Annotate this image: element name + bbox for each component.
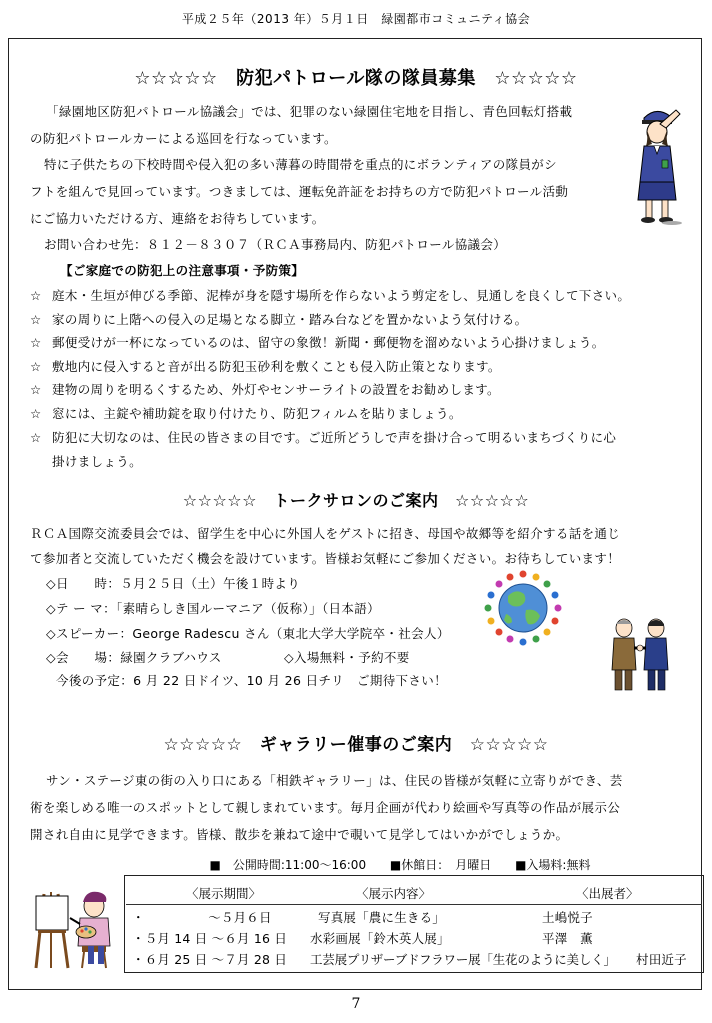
salon-title: ☆☆☆☆☆ トークサロンのご案内 ☆☆☆☆☆ (182, 491, 530, 510)
exhibit-row-2-period: ・５月 14 日 ～６月 16 日 (132, 931, 288, 946)
patrol-notes-heading: 【ご家庭での防犯上の注意事項・予防策】 (60, 263, 305, 278)
gallery-closed-day: ■休館日： 月曜日 (389, 858, 492, 872)
star-bullet-icon: ☆ (30, 288, 42, 303)
patrol-note-6: ☆ 窓には、主錠や補助錠を取り付けたり、防犯フィルムを貼りましょう。 (30, 406, 462, 421)
patrol-note-1: ☆ 庭木・生垣が伸びる季節、泥棒が身を隠す場所を作らないよう剪定をし、見通しを良くして下さい。 (30, 288, 631, 303)
page-number: 7 (351, 996, 361, 1012)
patrol-contact: お問い合わせ先：８１２－８３０７（ＲＣＡ事務局内、防犯パトロール協議会） (44, 237, 507, 252)
patrol-note-2: ☆ 家の周りに上階への侵入の足場となる脚立・踏み台などを置かないよう気付ける。 (30, 312, 528, 327)
star-bullet-icon: ☆ (30, 406, 42, 421)
star-bullet-icon: ☆ (30, 359, 42, 374)
salon-fee: ◇入場無料・予約不要 (284, 650, 410, 665)
exhibit-row-1-content: 写真展「農に生きる」 (318, 910, 446, 925)
gallery-intro-line-1: サン・ステージ東の街の入り口にある「相鉄ギャラリー」は、住民の皆様が気軽に立寄りができ、芸 (46, 773, 623, 788)
exhibit-row-3-content: 工芸展プリザーブドフラワー展「生花のように美しく」 (310, 952, 616, 967)
patrol-intro-line-3: 特に子供たちの下校時間や侵入犯の多い薄暮の時間帯を重点的にボランティアの隊員がシ (44, 157, 558, 172)
salon-intro-line-2: て参加者と交流していただく機会を設けています。皆様お気軽にご参加ください。お待ちしています！ (30, 551, 621, 566)
patrol-intro-line-5: にご協力いただける方、連絡をお待ちしています。 (30, 211, 325, 226)
content-frame (8, 38, 702, 990)
salon-date: ◇日 時：５月２５日（土）午後１時より (46, 576, 301, 591)
patrol-intro-line-1: 「緑園地区防犯パトロール協議会」では、犯罪のない緑園住宅地を目指し、青色回転灯搭載 (46, 104, 573, 119)
patrol-intro-line-2: の防犯パトロールカーによる巡回を行なっています。 (30, 131, 337, 146)
patrol-note-3: ☆ 郵便受けが一杯になっているのは、留守の象徴！新聞・郵便物を溜めないよう心掛けましょう。 (30, 335, 605, 350)
star-bullet-icon: ☆ (30, 382, 42, 397)
patrol-note-5: ☆ 建物の周りを明るくするため、外灯やセンサーライトの設置をお勧めします。 (30, 382, 500, 397)
exhibit-row-2-artist: 平澤 薫 (542, 931, 593, 946)
patrol-note-4: ☆ 敷地内に侵入すると音が出る防犯玉砂利を敷くことも侵入防止策となります。 (30, 359, 501, 374)
page-header: 平成２５年（2013 年）５月１日 緑園都市コミュニティ協会 (181, 12, 531, 26)
patrol-intro-line-4: フトを組んで見回っています。つきましては、運転免許証をお持ちの方で防犯パトロール活動 (30, 184, 569, 199)
star-bullet-icon: ☆ (30, 335, 42, 350)
exhibit-header-content: 〈展示内容〉 (356, 886, 432, 901)
gallery-intro-line-3: 開され自由に見学できます。皆様、散歩を兼ねて途中で覗いて見学してはいかがでしょうか。 (30, 827, 569, 842)
gallery-title: ☆☆☆☆☆ ギャラリー催事のご案内 ☆☆☆☆☆ (163, 735, 549, 755)
patrol-note-7: ☆ 防犯に大切なのは、住民の皆さまの目です。ご近所どうしで声を掛け合って明るいまちづくりに心 (30, 430, 617, 445)
gallery-info-bar (150, 856, 650, 873)
exhibit-row-3-artist: 村田近子 (636, 952, 687, 967)
star-bullet-icon: ☆ (30, 430, 42, 445)
exhibit-header-divider (126, 904, 702, 905)
exhibit-row-3-period: ・６月 25 日 ～７月 28 日 (132, 952, 288, 967)
police-officer-illustration (626, 104, 688, 226)
salon-theme: ◇テ ー マ：「素晴らしき国ルーマニア（仮称）」（日本語） (46, 601, 380, 616)
painter-illustration (28, 884, 120, 972)
exhibit-row-1-period: ・ ～５月６日 (132, 910, 272, 925)
exhibit-row-1-artist: 土嶋悦子 (542, 910, 593, 925)
globe-people-illustration (478, 568, 568, 650)
salon-venue: ◇会 場：緑園クラブハウス (46, 650, 222, 665)
star-bullet-icon: ☆ (30, 312, 42, 327)
patrol-note-7-cont: 掛けましょう。 (52, 454, 142, 469)
gallery-hours: ■ 公開時間:11:00～16:00 (209, 858, 367, 872)
salon-schedule: 今後の予定：6 月 22 日ドイツ、10 月 26 日チリ ご期待下さい！ (56, 673, 447, 688)
gallery-intro-line-2: 術を楽しめる唯一のスポットとして親しまれています。毎月企画が代わり絵画や写真等の作品が展示公 (30, 800, 621, 815)
handshake-illustration (610, 614, 674, 694)
exhibit-header-artist: 〈出展者〉 (576, 886, 639, 901)
salon-intro-line-1: ＲＣＡ国際交流委員会では、留学生を中心に外国人をゲストに招き、母国や故郷等を紹介する話を通じ (30, 526, 621, 541)
salon-speaker: ◇スピーカー：George Radescu さん（東北大学大学院卒・社会人） (46, 626, 450, 641)
exhibit-header-period: 〈展示期間〉 (186, 886, 262, 901)
patrol-title: ☆☆☆☆☆ 防犯パトロール隊の隊員募集 ☆☆☆☆☆ (134, 68, 578, 89)
gallery-admission: ■入場料:無料 (515, 858, 591, 872)
exhibit-row-2-content: 水彩画展「鈴木英人展」 (310, 931, 450, 946)
